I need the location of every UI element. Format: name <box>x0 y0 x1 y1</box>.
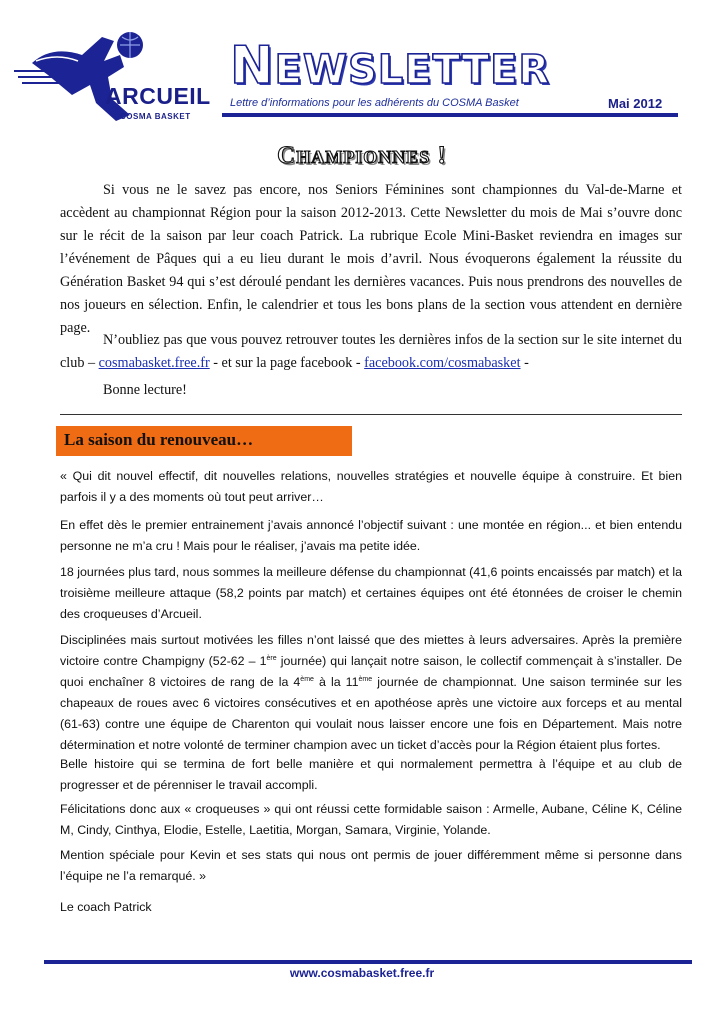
site-link[interactable]: cosmabasket.free.fr <box>98 355 210 371</box>
masthead-initial: N <box>230 36 275 96</box>
article-p4 <box>60 630 682 756</box>
article-paragraph <box>60 845 682 887</box>
article-p4-part: à la 11 <box>313 675 359 689</box>
article-p4-part: journée) qui lançait notre saison, le collectif commençait à s’installer. De quoi enchaîner 8 victoires de rang de la 4 <box>60 654 682 689</box>
masthead-rest: EWSLETTER <box>274 47 551 93</box>
footer-divider <box>44 960 692 964</box>
article-p1: « Qui dit nouvel effectif, dit nouvelles relations, nouvelles stratégies et nouvelle équipe à construire. Et bien parfois il y a des moments où tout peut arriver… <box>60 469 682 504</box>
header-divider <box>222 113 678 117</box>
tagline: Lettre d’informations pour les adhérents du COSMA Basket <box>230 97 519 109</box>
article-p4-part: Disciplinées mais surtout motivées les filles n’ont laissé que des miettes à leurs adversaires. Après la première victoire contre Champigny (52-62 – 1 <box>60 633 682 668</box>
section-divider <box>60 414 682 415</box>
links-text-after: - <box>520 355 529 371</box>
signature <box>60 897 682 918</box>
intro-section <box>60 179 682 340</box>
article-p3: 18 journées plus tard, nous sommes la meilleure défense du championnat (41,6 points encaissés par match) et la troisième meilleure attaque (58,2 points par match) et certaines équipes ont été étonnées de croiser le chemin des croqueuses d’Arcueil. <box>60 565 682 621</box>
article-p7: Mention spéciale pour Kevin et ses stats qui nous ont permis de jouer différemment même si personne dans l’équipe ne l’a remarqué. » <box>60 848 682 883</box>
logo-text: ARCUEIL <box>105 83 211 109</box>
section-heading-bar <box>56 426 352 456</box>
signature-text: Le coach Patrick <box>60 900 152 914</box>
article-p2: En effet dès le premier entrainement j’avais annoncé l’objectif suivant : une montée en région... et bien entendu personne ne m’a cru ! Mais pour le réaliser, j’avais ma petite idée. <box>60 518 682 553</box>
facebook-link[interactable]: facebook.com/cosmabasket <box>364 355 521 371</box>
article-paragraph <box>60 754 682 796</box>
article-paragraph <box>60 562 682 625</box>
ordinal-sup: ème <box>358 675 373 683</box>
logo-subtext: COSMA BASKET <box>120 112 191 121</box>
article-paragraph <box>60 630 682 756</box>
closing-line <box>60 379 682 402</box>
article-p6: Félicitations donc aux « croqueuses » qui ont réussi cette formidable saison : Armelle, Aubane, Céline K, Céline M, Cindy, Cinthya, Elodie, Estelle, Laetitia, Morgan, Samara, Virginie, Yolande. <box>60 802 682 837</box>
article-p4-part: journée de championnat. Une saison terminée sur les chapeaux de roues avec 6 victoires consécutives et en apothéose après une victoire aux forceps et au mental (61-63) contre une équipe de Charenton qui voulait nous laisser encore une fois en Département. Mais notre détermination et notre volonté de terminer champion avec un ticket d’accès pour la Région étaient plus fortes. <box>60 675 682 752</box>
footer-website-link[interactable]: www.cosmabasket.free.fr <box>289 966 435 980</box>
closing-text: Bonne lecture! <box>103 382 187 398</box>
article-paragraph <box>60 515 682 557</box>
ordinal-sup: ère <box>266 654 277 662</box>
club-logo <box>12 15 212 127</box>
section-title: La saison du renouveau… <box>64 430 254 449</box>
intro-paragraph: Si vous ne le savez pas encore, nos Seniors Féminines sont championnes du Val-de-Marne et accèdent au championnat Région pour la saison 2012-2013. Cette Newsletter du mois de Mai s’ouvre donc sur le récit de la saison par leur coach Patrick. La rubrique Ecole Mini-Basket reviendra en images sur l’événement de Pâques qui a eu lieu durant le mois d’avril. Nous évoquerons également la réussite du Génération Basket 94 qui s’est déroulé pendant les dernières vacances. Puis nous prendrons des nouvelles de nos joueurs en sélection. Enfin, le calendrier et tous les bons plans de la section vous attendent en dernière page. <box>60 182 682 336</box>
basketball-player-icon <box>12 15 212 127</box>
links-text-middle: - et sur la page facebook - <box>209 355 365 371</box>
newsletter-masthead <box>230 36 550 96</box>
page-title: Championnes ! <box>277 142 447 169</box>
ordinal-sup: ème <box>300 675 314 683</box>
article-paragraph <box>60 799 682 841</box>
issue-date: Mai 2012 <box>608 96 663 111</box>
article-p5: Belle histoire qui se termina de fort belle manière et qui normalement permettra à l’équipe et au club de progresser et de pérenniser le travail accompli. <box>60 757 682 792</box>
article-paragraph <box>60 466 682 508</box>
links-paragraph <box>60 329 682 375</box>
links-text-before: N’oubliez pas que vous pouvez retrouver toutes les dernières infos de la section sur le site internet du club – <box>60 332 682 371</box>
